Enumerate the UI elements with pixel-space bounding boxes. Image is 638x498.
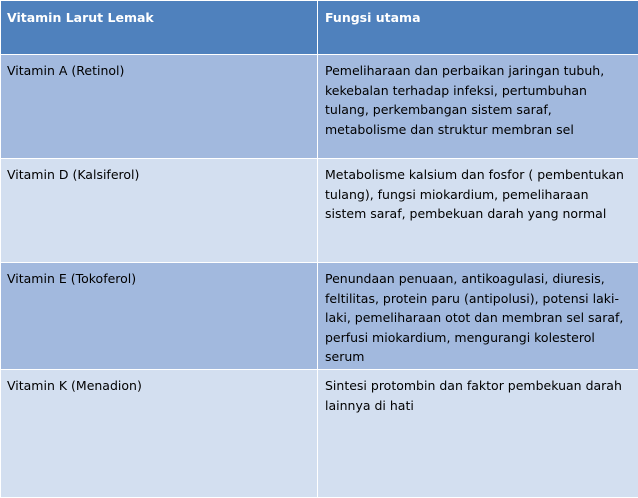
vitamin-name-cell: Vitamin E (Tokoferol) — [1, 263, 318, 370]
vitamin-function-cell: Sintesi protombin dan faktor pembekuan darah lainnya di hati — [318, 370, 638, 498]
vitamin-function-cell: Pemeliharaan dan perbaikan jaringan tubuh, kekebalan terhadap infeksi, pertumbuhan tulang, perkembangan sistem saraf, metabolisme dan struktur membran sel — [318, 55, 638, 159]
header-row — [1, 1, 638, 55]
vitamin-name-cell: Vitamin K (Menadion) — [1, 370, 318, 498]
vitamin-name-cell: Vitamin D (Kalsiferol) — [1, 159, 318, 263]
vitamin-function-cell: Penundaan penuaan, antikoagulasi, diuresis, feltilitas, protein paru (antipolusi), potensi laki-laki, pemeliharaan otot dan membran sel saraf, perfusi miokardium, mengurangi kolesterol serum — [318, 263, 638, 370]
table-row — [1, 55, 638, 159]
table-row — [1, 370, 638, 498]
vitamin-name-cell: Vitamin A (Retinol) — [1, 55, 318, 159]
table-body — [1, 55, 638, 498]
table-header — [1, 1, 638, 55]
table-row — [1, 159, 638, 263]
header-fungsi: Fungsi utama — [318, 1, 638, 55]
header-vitamin: Vitamin Larut Lemak — [1, 1, 318, 55]
table-row — [1, 263, 638, 370]
vitamin-function-cell: Metabolisme kalsium dan fosfor ( pembentukan tulang), fungsi miokardium, pemeliharaan sistem saraf, pembekuan darah yang normal — [318, 159, 638, 263]
